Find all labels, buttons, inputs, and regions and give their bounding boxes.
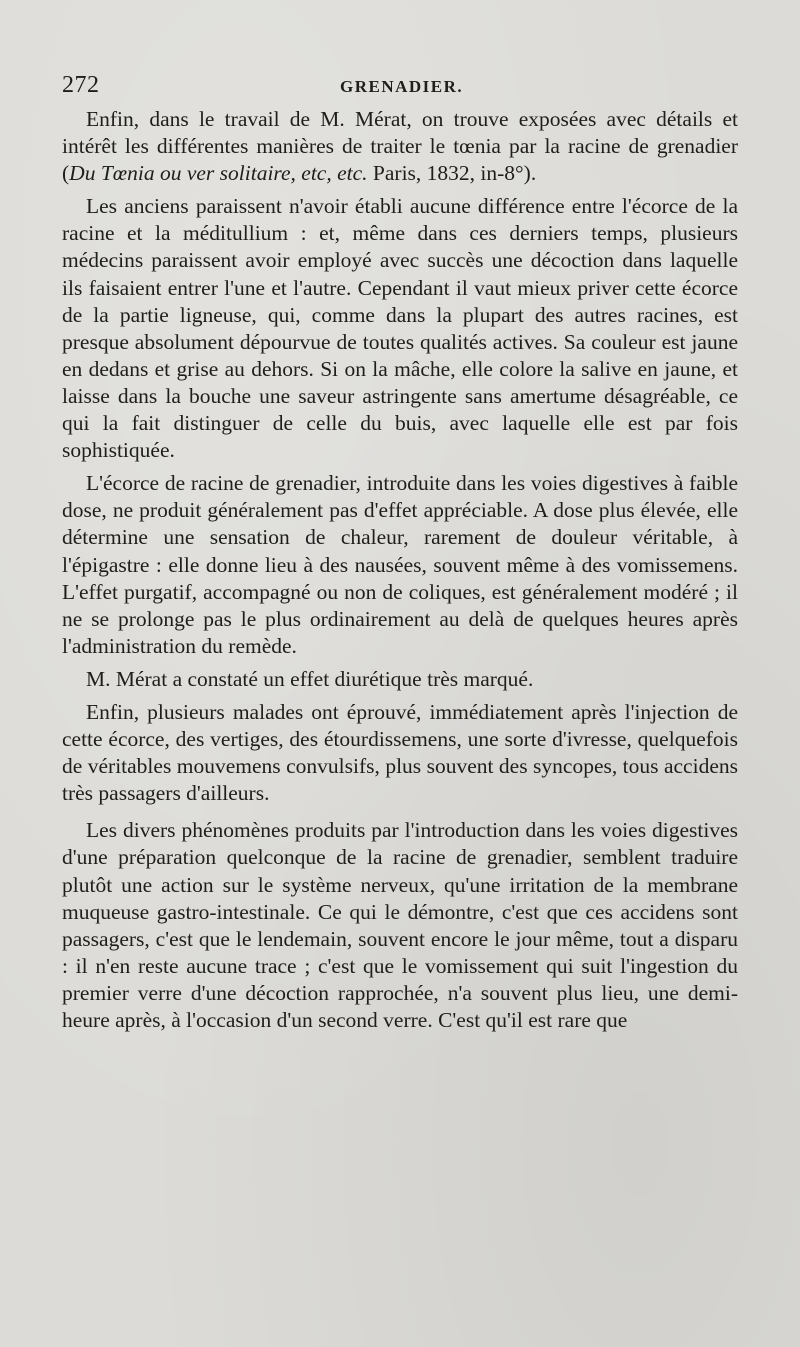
page-number: 272 — [62, 72, 100, 98]
paragraph-text: Paris, 1832, in-8°). — [367, 161, 537, 186]
paragraph-effects: L'écorce de racine de grenadier, introduite dans les voies digestives à faible dose, ne produit généralement pas d'effet appréciable. A dose plus élevée, elle détermine une sensation de chaleur, rarement de douleur véritable, à l'épigastre : elle donne lieu à des nausées, souvent même à des vomissemens. L'effet purgatif, accompagné ou non de coliques, est généralement modéré ; il ne se prolonge pas le plus ordinairement au delà de quelques heures après l'administration du remède. — [62, 471, 738, 658]
page-header — [62, 72, 738, 104]
paragraph-diuretic: M. Mérat a constaté un effet diurétique très marqué. — [86, 666, 534, 691]
paragraph-nervous-action: Les divers phénomènes produits par l'introduction dans les voies digestives d'une préparation quelconque de la racine de grenadier, semblent traduire plutôt une action sur le système nerveux, qu'une irritation de la membrane muqueuse gastro-intestinale. Ce qui le démontre, c'est que ces accidens sont passagers, c'est que le lendemain, souvent encore le jour même, tout a disparu : il n'en reste aucune trace ; c'est que le vomissement qui suit l'ingestion du premier verre d'une décoction rapprochée, n'a souvent plus lieu, une demi-heure après, à l'occasion d'un second verre. C'est qu'il est rare que — [62, 818, 738, 1032]
paragraph-merat-work — [62, 106, 738, 187]
paragraph-text: Enfin, dans le travail de M. Mérat, on trouve exposées avec détails et intérêt les différentes manières de traiter le tœnia par la racine de grenadier ( — [62, 107, 738, 186]
body-text — [62, 106, 738, 1034]
running-head: GRENADIER. — [340, 77, 464, 96]
paragraph-ancient-usage: Les anciens paraissent n'avoir établi aucune différence entre l'écorce de la racine et la méditullium : et, même dans ces derniers temps, plusieurs médecins paraissent avoir employé avec succès une décoction dans laquelle ils faisaient entrer l'une et l'autre. Cependant il vaut mieux priver cette écorce de la partie ligneuse, qui, comme dans la plupart des autres racines, est presque absolument dépourvue de toutes qualités actives. Sa couleur est jaune en dedans et grise au dehors. Si on la mâche, elle colore la salive en jaune, et laisse dans la bouche une saveur astringente sans amertume désagréable, ce qui la fait distinguer de celle du buis, avec laquelle elle est par fois sophistiquée. — [62, 194, 738, 463]
book-title-citation: Du Tœnia ou ver solitaire, etc, etc. — [69, 161, 368, 186]
paragraph-vertigo: Enfin, plusieurs malades ont éprouvé, immédiatement après l'injection de cette écorce, des vertiges, des étourdissemens, une sorte d'ivresse, quelquefois de véritables mouvemens convulsifs, plus souvent des syncopes, tous accidens très passagers d'ailleurs. — [62, 699, 738, 806]
